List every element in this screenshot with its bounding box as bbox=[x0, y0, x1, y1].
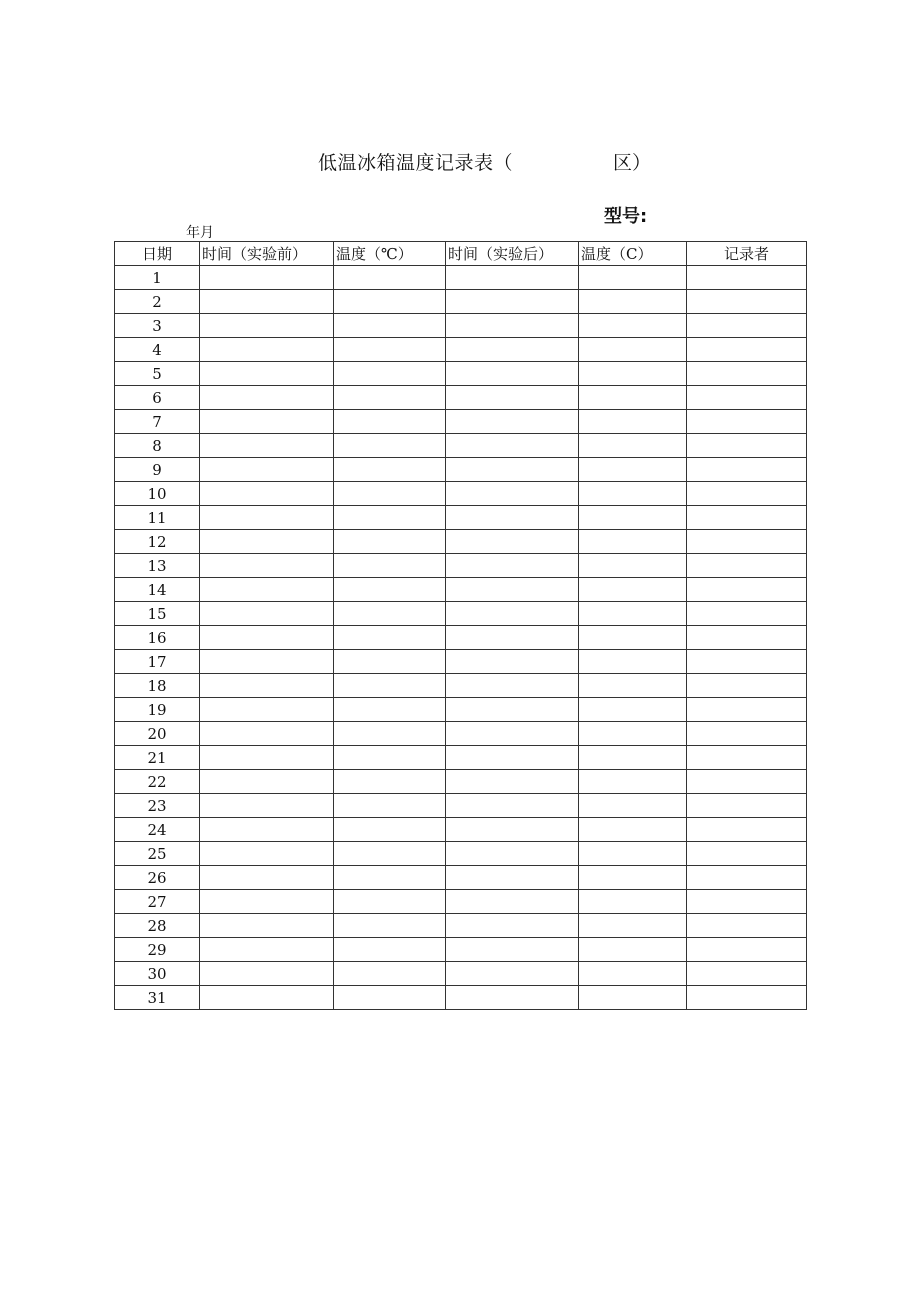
day-cell: 2 bbox=[115, 290, 200, 314]
time-after-cell[interactable] bbox=[446, 674, 579, 698]
temp-before-cell[interactable] bbox=[334, 770, 446, 794]
document-title: 低温冰箱温度记录表（ bbox=[318, 152, 514, 174]
temp-after-cell[interactable] bbox=[579, 554, 687, 578]
time-before-cell[interactable] bbox=[200, 266, 334, 290]
recorder-cell[interactable] bbox=[687, 746, 807, 770]
temp-before-cell[interactable] bbox=[334, 746, 446, 770]
time-after-cell[interactable] bbox=[446, 938, 579, 962]
table-row bbox=[115, 554, 807, 578]
time-after-cell[interactable] bbox=[446, 818, 579, 842]
day-cell: 7 bbox=[115, 410, 200, 434]
time-before-cell[interactable] bbox=[200, 698, 334, 722]
table-row bbox=[115, 722, 807, 746]
temp-after-cell[interactable] bbox=[579, 914, 687, 938]
day-cell: 15 bbox=[115, 602, 200, 626]
time-after-cell[interactable] bbox=[446, 626, 579, 650]
time-after-cell[interactable] bbox=[446, 698, 579, 722]
header-time-before: 时间（实验前） bbox=[200, 242, 334, 266]
time-before-cell[interactable] bbox=[200, 914, 334, 938]
temp-after-cell[interactable] bbox=[579, 602, 687, 626]
recorder-cell[interactable] bbox=[687, 530, 807, 554]
temp-after-cell[interactable] bbox=[579, 722, 687, 746]
time-after-cell[interactable] bbox=[446, 386, 579, 410]
table-row bbox=[115, 890, 807, 914]
day-cell: 24 bbox=[115, 818, 200, 842]
time-before-cell[interactable] bbox=[200, 578, 334, 602]
time-before-cell[interactable] bbox=[200, 818, 334, 842]
day-cell: 20 bbox=[115, 722, 200, 746]
time-after-cell[interactable] bbox=[446, 578, 579, 602]
day-cell: 27 bbox=[115, 890, 200, 914]
day-cell: 4 bbox=[115, 338, 200, 362]
time-after-cell[interactable] bbox=[446, 458, 579, 482]
header-time-after: 时间（实验后） bbox=[446, 242, 579, 266]
table-row bbox=[115, 602, 807, 626]
temp-after-cell[interactable] bbox=[579, 962, 687, 986]
time-after-cell[interactable] bbox=[446, 290, 579, 314]
table-row bbox=[115, 794, 807, 818]
recorder-cell[interactable] bbox=[687, 986, 807, 1010]
time-before-cell[interactable] bbox=[200, 626, 334, 650]
recorder-cell[interactable] bbox=[687, 410, 807, 434]
temp-before-cell[interactable] bbox=[334, 962, 446, 986]
time-before-cell[interactable] bbox=[200, 458, 334, 482]
day-cell: 14 bbox=[115, 578, 200, 602]
time-after-cell[interactable] bbox=[446, 770, 579, 794]
table-row bbox=[115, 698, 807, 722]
table-row bbox=[115, 842, 807, 866]
temp-before-cell[interactable] bbox=[334, 266, 446, 290]
table-row bbox=[115, 986, 807, 1010]
time-after-cell[interactable] bbox=[446, 650, 579, 674]
table-row bbox=[115, 818, 807, 842]
temp-after-cell[interactable] bbox=[579, 386, 687, 410]
temp-before-cell[interactable] bbox=[334, 530, 446, 554]
temp-after-cell[interactable] bbox=[579, 410, 687, 434]
recorder-cell[interactable] bbox=[687, 458, 807, 482]
recorder-cell[interactable] bbox=[687, 314, 807, 338]
day-cell: 6 bbox=[115, 386, 200, 410]
table-row bbox=[115, 482, 807, 506]
temp-after-cell[interactable] bbox=[579, 506, 687, 530]
recorder-cell[interactable] bbox=[687, 698, 807, 722]
time-after-cell[interactable] bbox=[446, 314, 579, 338]
recorder-cell[interactable] bbox=[687, 362, 807, 386]
recorder-cell[interactable] bbox=[687, 890, 807, 914]
temp-after-cell[interactable] bbox=[579, 794, 687, 818]
table-row bbox=[115, 746, 807, 770]
temp-before-cell[interactable] bbox=[334, 554, 446, 578]
recorder-cell[interactable] bbox=[687, 482, 807, 506]
header-temp-after: 温度（C） bbox=[579, 242, 687, 266]
temp-after-cell[interactable] bbox=[579, 890, 687, 914]
time-before-cell[interactable] bbox=[200, 290, 334, 314]
header-recorder: 记录者 bbox=[687, 242, 807, 266]
time-before-cell[interactable] bbox=[200, 338, 334, 362]
time-after-cell[interactable] bbox=[446, 962, 579, 986]
day-cell: 1 bbox=[115, 266, 200, 290]
model-label: 型号: bbox=[604, 206, 648, 227]
temp-before-cell[interactable] bbox=[334, 314, 446, 338]
time-after-cell[interactable] bbox=[446, 722, 579, 746]
temp-before-cell[interactable] bbox=[334, 650, 446, 674]
recorder-cell[interactable] bbox=[687, 554, 807, 578]
day-cell: 16 bbox=[115, 626, 200, 650]
temp-before-cell[interactable] bbox=[334, 914, 446, 938]
time-before-cell[interactable] bbox=[200, 890, 334, 914]
time-before-cell[interactable] bbox=[200, 866, 334, 890]
recorder-cell[interactable] bbox=[687, 578, 807, 602]
temp-before-cell[interactable] bbox=[334, 986, 446, 1010]
time-after-cell[interactable] bbox=[446, 866, 579, 890]
time-before-cell[interactable] bbox=[200, 674, 334, 698]
time-before-cell[interactable] bbox=[200, 842, 334, 866]
table-row bbox=[115, 938, 807, 962]
time-before-cell[interactable] bbox=[200, 506, 334, 530]
table-row bbox=[115, 410, 807, 434]
table-header-row bbox=[115, 242, 807, 266]
day-cell: 18 bbox=[115, 674, 200, 698]
temp-before-cell[interactable] bbox=[334, 674, 446, 698]
recorder-cell[interactable] bbox=[687, 674, 807, 698]
temp-before-cell[interactable] bbox=[334, 458, 446, 482]
day-cell: 23 bbox=[115, 794, 200, 818]
table-row bbox=[115, 458, 807, 482]
time-before-cell[interactable] bbox=[200, 722, 334, 746]
temperature-log-table bbox=[114, 241, 807, 1010]
time-before-cell[interactable] bbox=[200, 434, 334, 458]
time-before-cell[interactable] bbox=[200, 482, 334, 506]
time-after-cell[interactable] bbox=[446, 530, 579, 554]
temp-after-cell[interactable] bbox=[579, 434, 687, 458]
temp-after-cell[interactable] bbox=[579, 866, 687, 890]
time-before-cell[interactable] bbox=[200, 770, 334, 794]
temp-before-cell[interactable] bbox=[334, 482, 446, 506]
time-after-cell[interactable] bbox=[446, 410, 579, 434]
temp-before-cell[interactable] bbox=[334, 626, 446, 650]
time-before-cell[interactable] bbox=[200, 554, 334, 578]
temp-before-cell[interactable] bbox=[334, 890, 446, 914]
temp-after-cell[interactable] bbox=[579, 290, 687, 314]
temp-before-cell[interactable] bbox=[334, 578, 446, 602]
time-after-cell[interactable] bbox=[446, 746, 579, 770]
day-cell: 30 bbox=[115, 962, 200, 986]
time-after-cell[interactable] bbox=[446, 794, 579, 818]
temp-before-cell[interactable] bbox=[334, 410, 446, 434]
recorder-cell[interactable] bbox=[687, 386, 807, 410]
table-row bbox=[115, 866, 807, 890]
temp-before-cell[interactable] bbox=[334, 338, 446, 362]
temp-after-cell[interactable] bbox=[579, 842, 687, 866]
temp-after-cell[interactable] bbox=[579, 458, 687, 482]
table-row bbox=[115, 530, 807, 554]
table-row bbox=[115, 650, 807, 674]
day-cell: 11 bbox=[115, 506, 200, 530]
recorder-cell[interactable] bbox=[687, 506, 807, 530]
recorder-cell[interactable] bbox=[687, 938, 807, 962]
temp-before-cell[interactable] bbox=[334, 434, 446, 458]
table-row bbox=[115, 290, 807, 314]
day-cell: 21 bbox=[115, 746, 200, 770]
recorder-cell[interactable] bbox=[687, 818, 807, 842]
document-title-area-suffix: 区） bbox=[613, 152, 652, 174]
day-cell: 13 bbox=[115, 554, 200, 578]
temp-before-cell[interactable] bbox=[334, 602, 446, 626]
year-month-label: 年月 bbox=[186, 225, 214, 241]
temp-after-cell[interactable] bbox=[579, 266, 687, 290]
temp-after-cell[interactable] bbox=[579, 482, 687, 506]
table-row bbox=[115, 362, 807, 386]
table-row bbox=[115, 314, 807, 338]
temp-after-cell[interactable] bbox=[579, 674, 687, 698]
table-row bbox=[115, 506, 807, 530]
temp-after-cell[interactable] bbox=[579, 818, 687, 842]
recorder-cell[interactable] bbox=[687, 626, 807, 650]
temp-after-cell[interactable] bbox=[579, 362, 687, 386]
recorder-cell[interactable] bbox=[687, 266, 807, 290]
recorder-cell[interactable] bbox=[687, 434, 807, 458]
recorder-cell[interactable] bbox=[687, 842, 807, 866]
time-after-cell[interactable] bbox=[446, 506, 579, 530]
temp-after-cell[interactable] bbox=[579, 650, 687, 674]
recorder-cell[interactable] bbox=[687, 722, 807, 746]
recorder-cell[interactable] bbox=[687, 962, 807, 986]
table-row bbox=[115, 434, 807, 458]
time-before-cell[interactable] bbox=[200, 386, 334, 410]
time-after-cell[interactable] bbox=[446, 482, 579, 506]
day-cell: 26 bbox=[115, 866, 200, 890]
table-body bbox=[115, 266, 807, 1010]
time-after-cell[interactable] bbox=[446, 986, 579, 1010]
recorder-cell[interactable] bbox=[687, 602, 807, 626]
time-before-cell[interactable] bbox=[200, 986, 334, 1010]
recorder-cell[interactable] bbox=[687, 290, 807, 314]
time-before-cell[interactable] bbox=[200, 938, 334, 962]
day-cell: 3 bbox=[115, 314, 200, 338]
time-before-cell[interactable] bbox=[200, 314, 334, 338]
day-cell: 19 bbox=[115, 698, 200, 722]
temp-after-cell[interactable] bbox=[579, 938, 687, 962]
time-before-cell[interactable] bbox=[200, 746, 334, 770]
time-after-cell[interactable] bbox=[446, 554, 579, 578]
table-row bbox=[115, 626, 807, 650]
table-row bbox=[115, 962, 807, 986]
table-row bbox=[115, 770, 807, 794]
time-after-cell[interactable] bbox=[446, 842, 579, 866]
recorder-cell[interactable] bbox=[687, 338, 807, 362]
day-cell: 12 bbox=[115, 530, 200, 554]
time-after-cell[interactable] bbox=[446, 362, 579, 386]
time-before-cell[interactable] bbox=[200, 362, 334, 386]
time-after-cell[interactable] bbox=[446, 602, 579, 626]
table-row bbox=[115, 338, 807, 362]
day-cell: 22 bbox=[115, 770, 200, 794]
recorder-cell[interactable] bbox=[687, 866, 807, 890]
temp-before-cell[interactable] bbox=[334, 386, 446, 410]
temp-before-cell[interactable] bbox=[334, 698, 446, 722]
temp-after-cell[interactable] bbox=[579, 314, 687, 338]
recorder-cell[interactable] bbox=[687, 650, 807, 674]
temp-after-cell[interactable] bbox=[579, 578, 687, 602]
temp-after-cell[interactable] bbox=[579, 986, 687, 1010]
table-row bbox=[115, 266, 807, 290]
recorder-cell[interactable] bbox=[687, 770, 807, 794]
time-before-cell[interactable] bbox=[200, 410, 334, 434]
time-before-cell[interactable] bbox=[200, 602, 334, 626]
time-before-cell[interactable] bbox=[200, 530, 334, 554]
day-cell: 5 bbox=[115, 362, 200, 386]
temp-after-cell[interactable] bbox=[579, 770, 687, 794]
temp-after-cell[interactable] bbox=[579, 698, 687, 722]
table-row bbox=[115, 386, 807, 410]
table-row bbox=[115, 578, 807, 602]
day-cell: 29 bbox=[115, 938, 200, 962]
temp-before-cell[interactable] bbox=[334, 842, 446, 866]
time-before-cell[interactable] bbox=[200, 650, 334, 674]
time-after-cell[interactable] bbox=[446, 266, 579, 290]
day-cell: 31 bbox=[115, 986, 200, 1010]
recorder-cell[interactable] bbox=[687, 914, 807, 938]
temp-before-cell[interactable] bbox=[334, 818, 446, 842]
table-row bbox=[115, 674, 807, 698]
temp-after-cell[interactable] bbox=[579, 746, 687, 770]
day-cell: 8 bbox=[115, 434, 200, 458]
time-after-cell[interactable] bbox=[446, 434, 579, 458]
temp-after-cell[interactable] bbox=[579, 338, 687, 362]
temp-before-cell[interactable] bbox=[334, 722, 446, 746]
day-cell: 10 bbox=[115, 482, 200, 506]
recorder-cell[interactable] bbox=[687, 794, 807, 818]
table-row bbox=[115, 914, 807, 938]
temp-after-cell[interactable] bbox=[579, 530, 687, 554]
day-cell: 25 bbox=[115, 842, 200, 866]
time-before-cell[interactable] bbox=[200, 962, 334, 986]
temp-before-cell[interactable] bbox=[334, 290, 446, 314]
temp-before-cell[interactable] bbox=[334, 362, 446, 386]
temp-before-cell[interactable] bbox=[334, 866, 446, 890]
time-after-cell[interactable] bbox=[446, 914, 579, 938]
day-cell: 28 bbox=[115, 914, 200, 938]
temp-before-cell[interactable] bbox=[334, 794, 446, 818]
header-date: 日期 bbox=[115, 242, 200, 266]
temp-after-cell[interactable] bbox=[579, 626, 687, 650]
time-before-cell[interactable] bbox=[200, 794, 334, 818]
time-after-cell[interactable] bbox=[446, 890, 579, 914]
header-temp-before: 温度（℃） bbox=[334, 242, 446, 266]
day-cell: 9 bbox=[115, 458, 200, 482]
day-cell: 17 bbox=[115, 650, 200, 674]
temp-before-cell[interactable] bbox=[334, 506, 446, 530]
time-after-cell[interactable] bbox=[446, 338, 579, 362]
temp-before-cell[interactable] bbox=[334, 938, 446, 962]
